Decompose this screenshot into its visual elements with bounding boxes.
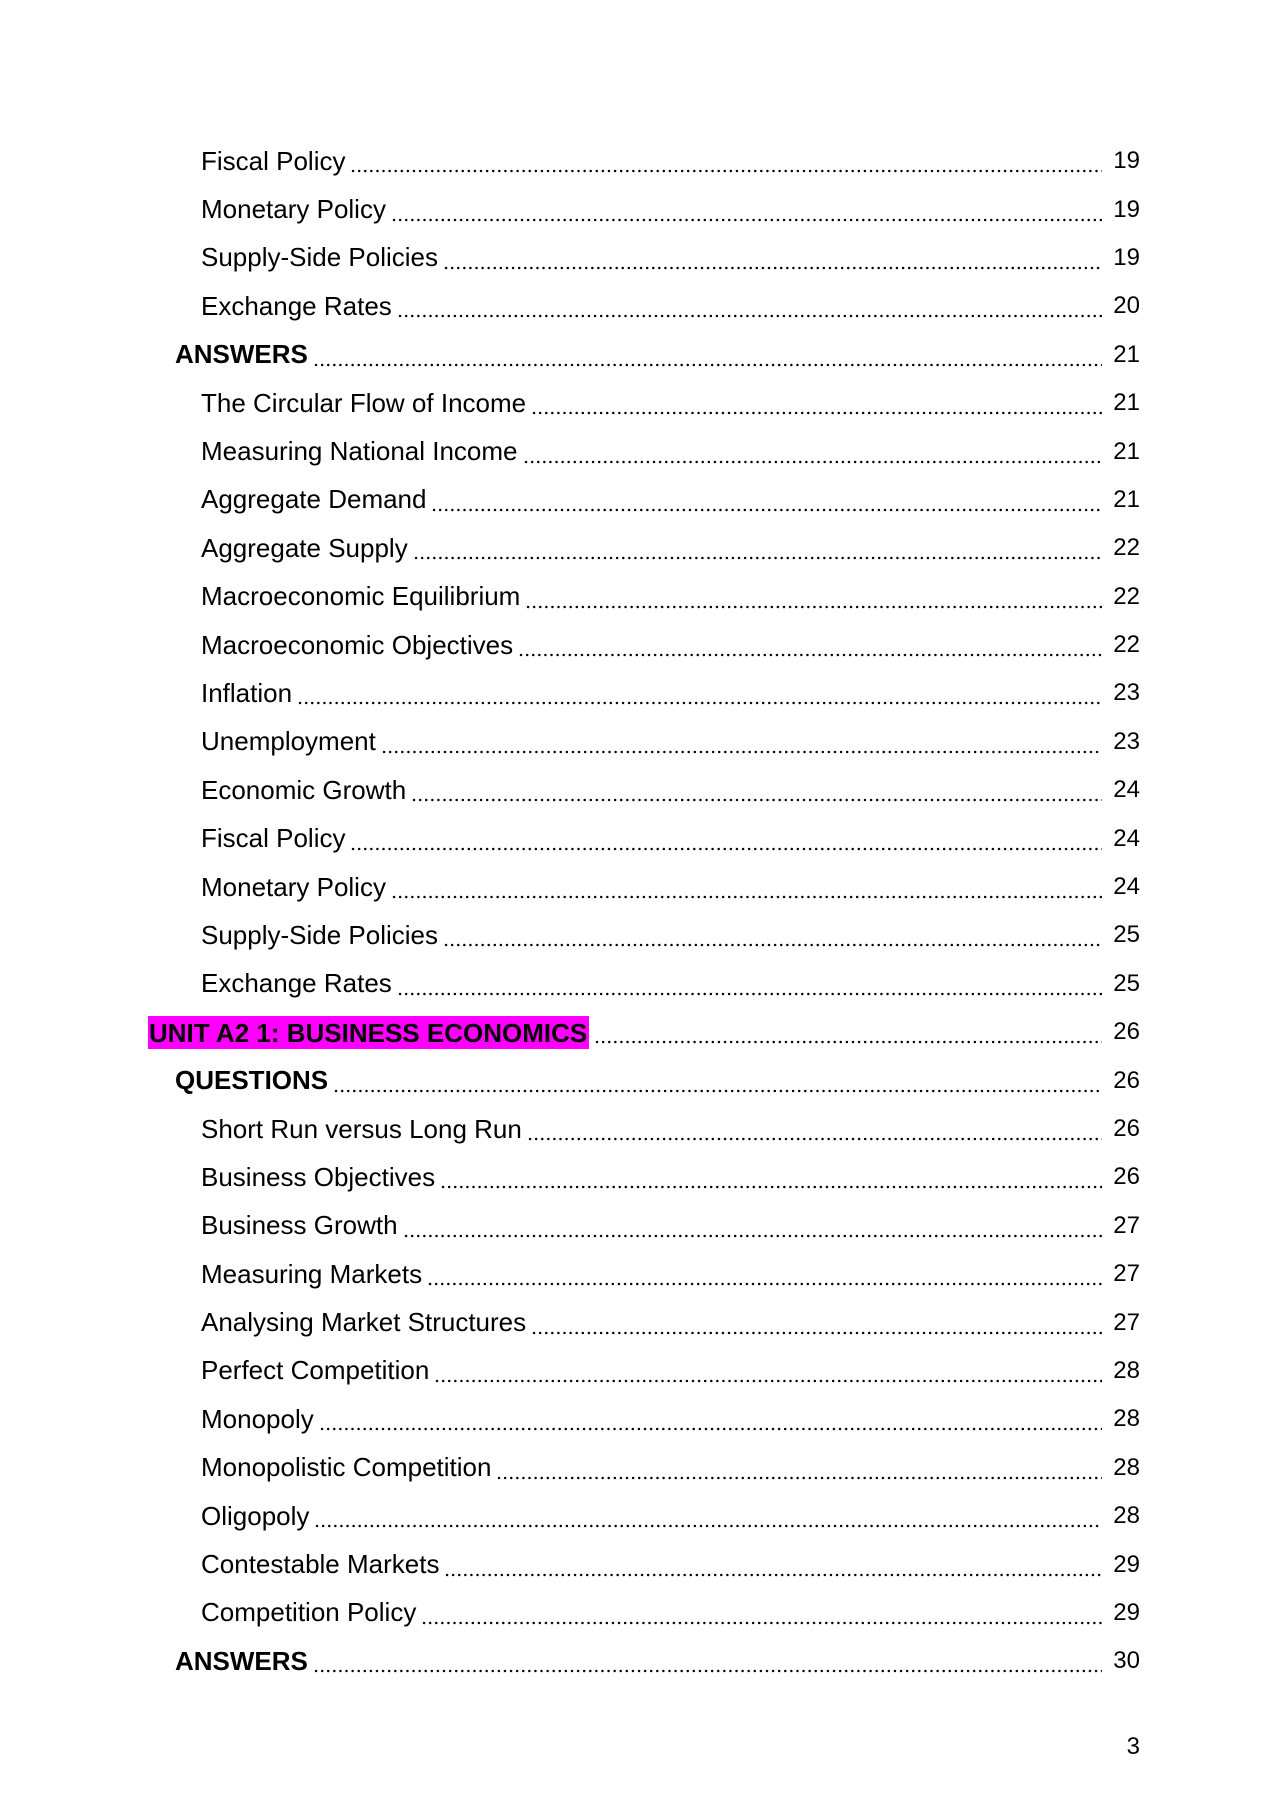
toc-entry-label: Monopoly	[201, 1403, 314, 1434]
dot-leader	[443, 922, 1102, 948]
toc-entry[interactable]	[0, 1056, 1286, 1104]
toc-entry-page: 28	[1113, 1502, 1140, 1530]
toc-entry-page: 22	[1113, 631, 1140, 659]
toc-entry[interactable]	[0, 1637, 1286, 1685]
toc-entry-page: 19	[1113, 195, 1140, 223]
toc-entry[interactable]	[0, 1153, 1286, 1201]
dot-leader	[313, 1648, 1102, 1674]
dot-leader	[531, 390, 1102, 416]
dot-leader	[440, 1164, 1102, 1190]
toc-entry-label: Monopolistic Competition	[201, 1452, 492, 1483]
toc-entry[interactable]	[0, 331, 1286, 379]
toc-entry[interactable]	[0, 960, 1286, 1008]
toc-entry-label: Economic Growth	[201, 774, 407, 805]
toc-entry-label: Inflation	[201, 677, 293, 708]
toc-entry-page: 25	[1113, 921, 1140, 949]
toc-entry-label: Analysing Market Structures	[201, 1307, 527, 1338]
dot-leader	[523, 439, 1103, 465]
toc-entry-page: 23	[1113, 679, 1140, 707]
dot-leader	[319, 1406, 1102, 1432]
toc-entry-page: 26	[1113, 1066, 1140, 1094]
toc-entry-label: Contestable Markets	[201, 1549, 440, 1580]
toc-entry-label: Aggregate Demand	[201, 484, 427, 515]
dot-leader	[297, 680, 1102, 706]
toc-entry-page: 27	[1113, 1308, 1140, 1336]
toc-entry[interactable]	[0, 621, 1286, 669]
toc-entry-label: Fiscal Policy	[201, 145, 346, 176]
toc-entry-label: Supply-Side Policies	[201, 242, 439, 273]
dot-leader	[525, 584, 1102, 610]
toc-entry[interactable]	[0, 1347, 1286, 1395]
toc-entry-label: Business Growth	[201, 1210, 398, 1241]
toc-entry[interactable]	[0, 814, 1286, 862]
toc-entry-label: Monetary Policy	[201, 194, 386, 225]
toc-entry-page: 26	[1113, 1018, 1140, 1046]
toc-entry-page: 21	[1113, 437, 1140, 465]
toc-entry-page: 19	[1113, 243, 1140, 271]
toc-entry[interactable]	[0, 1298, 1286, 1346]
toc-entry-label: Aggregate Supply	[201, 532, 408, 563]
dot-leader	[594, 1019, 1102, 1045]
toc-entry[interactable]	[0, 1008, 1286, 1056]
toc-entry-page: 25	[1113, 969, 1140, 997]
dot-leader	[397, 293, 1102, 319]
dot-leader	[411, 777, 1102, 803]
toc-entry-page: 21	[1113, 485, 1140, 513]
toc-entry[interactable]	[0, 282, 1286, 330]
toc-entry[interactable]	[0, 1395, 1286, 1443]
toc-entry-page: 28	[1113, 1356, 1140, 1384]
toc-entry-label: Unemployment	[201, 726, 376, 757]
toc-entry[interactable]	[0, 476, 1286, 524]
toc-entry[interactable]	[0, 863, 1286, 911]
toc-entry[interactable]	[0, 1444, 1286, 1492]
toc-entry[interactable]	[0, 1250, 1286, 1298]
toc-entry-label-highlighted: UNIT A2 1: BUSINESS ECONOMICS	[149, 1017, 588, 1048]
toc-entry-label: Fiscal Policy	[201, 823, 346, 854]
toc-entry-label: Macroeconomic Equilibrium	[201, 581, 521, 612]
dot-leader	[403, 1213, 1102, 1239]
toc-entry[interactable]	[0, 669, 1286, 717]
toc-entry-label: Supply-Side Policies	[201, 919, 439, 950]
toc-entry[interactable]	[0, 766, 1286, 814]
toc-entry-label: Measuring National Income	[201, 436, 518, 467]
dot-leader	[350, 826, 1102, 852]
table-of-contents	[0, 137, 1286, 1686]
toc-entry[interactable]	[0, 1589, 1286, 1637]
toc-entry-page: 29	[1113, 1598, 1140, 1626]
toc-entry-label: Short Run versus Long Run	[201, 1113, 522, 1144]
toc-entry[interactable]	[0, 573, 1286, 621]
dot-leader	[531, 1310, 1102, 1336]
toc-entry[interactable]	[0, 137, 1286, 185]
toc-entry[interactable]	[0, 1202, 1286, 1250]
toc-entry-page: 29	[1113, 1550, 1140, 1578]
dot-leader	[496, 1455, 1102, 1481]
toc-entry[interactable]	[0, 185, 1286, 233]
dot-leader	[443, 245, 1102, 271]
toc-entry[interactable]	[0, 1105, 1286, 1153]
toc-entry-label: The Circular Flow of Income	[201, 387, 527, 418]
toc-entry[interactable]	[0, 427, 1286, 475]
toc-entry[interactable]	[0, 524, 1286, 572]
toc-entry-label: Monetary Policy	[201, 871, 386, 902]
toc-entry-label: Macroeconomic Objectives	[201, 629, 514, 660]
toc-entry-label: Competition Policy	[201, 1597, 417, 1628]
toc-entry-page: 20	[1113, 292, 1140, 320]
toc-entry-page: 24	[1113, 873, 1140, 901]
toc-entry[interactable]	[0, 1492, 1286, 1540]
toc-entry-label: Measuring Markets	[201, 1258, 423, 1289]
dot-leader	[527, 1116, 1102, 1142]
toc-entry-page: 23	[1113, 727, 1140, 755]
dot-leader	[518, 632, 1102, 658]
toc-entry-label: Exchange Rates	[201, 968, 392, 999]
toc-entry[interactable]	[0, 718, 1286, 766]
toc-entry-label: Oligopoly	[201, 1500, 310, 1531]
toc-entry-page: 22	[1113, 582, 1140, 610]
toc-entry[interactable]	[0, 911, 1286, 959]
toc-entry-page: 30	[1113, 1647, 1140, 1675]
dot-leader	[350, 148, 1102, 174]
dot-leader	[434, 1358, 1102, 1384]
toc-entry-page: 26	[1113, 1115, 1140, 1142]
toc-entry-page: 24	[1113, 776, 1140, 804]
toc-entry-label: ANSWERS	[175, 1645, 308, 1676]
toc-entry-page: 28	[1113, 1453, 1140, 1481]
toc-entry[interactable]	[0, 234, 1286, 282]
toc-entry-label: QUESTIONS	[175, 1065, 329, 1096]
dot-leader	[427, 1261, 1102, 1287]
toc-entry-page: 22	[1113, 534, 1140, 562]
dot-leader	[333, 1068, 1102, 1094]
dot-leader	[381, 729, 1102, 755]
dot-leader	[413, 535, 1102, 561]
dot-leader	[391, 197, 1102, 223]
dot-leader	[313, 342, 1102, 368]
dot-leader	[397, 971, 1102, 997]
dot-leader	[391, 874, 1102, 900]
toc-entry-page: 24	[1113, 824, 1140, 852]
toc-entry-page: 28	[1113, 1405, 1140, 1433]
toc-entry-label: ANSWERS	[175, 339, 308, 370]
toc-entry-page: 27	[1113, 1211, 1140, 1239]
toc-entry[interactable]	[0, 379, 1286, 427]
dot-leader	[314, 1503, 1102, 1529]
toc-entry[interactable]	[0, 1540, 1286, 1588]
toc-entry-page: 21	[1113, 340, 1140, 368]
dot-leader	[421, 1600, 1102, 1626]
dot-leader	[444, 1552, 1102, 1578]
toc-entry-page: 21	[1113, 389, 1140, 417]
toc-entry-label: Business Objectives	[201, 1161, 436, 1192]
toc-entry-label: Perfect Competition	[201, 1355, 430, 1386]
toc-entry-page: 19	[1113, 147, 1140, 175]
toc-entry-label: Exchange Rates	[201, 290, 392, 321]
dot-leader	[431, 487, 1102, 513]
page-number: 3	[1126, 1733, 1140, 1760]
toc-entry-page: 26	[1113, 1163, 1140, 1191]
toc-entry-page: 27	[1113, 1260, 1140, 1288]
